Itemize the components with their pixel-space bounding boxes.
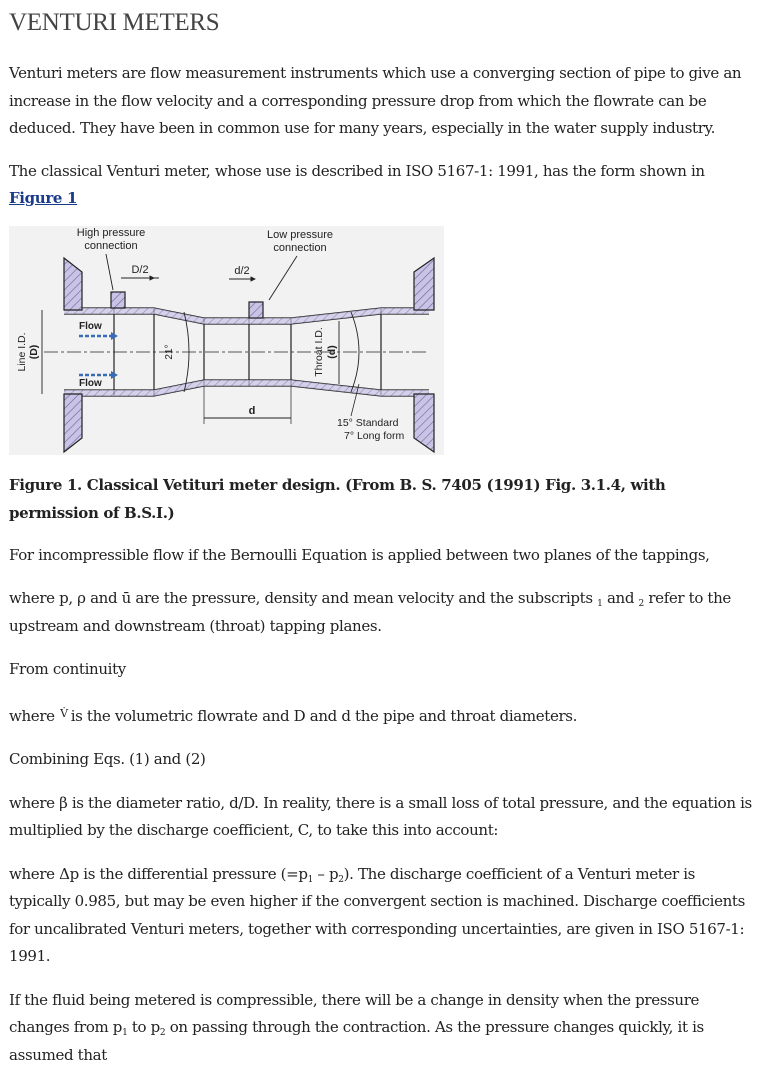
half-D-label: D/2 bbox=[131, 264, 148, 276]
compressible-text-a: If the fluid being metered is compressible, there will be a change in density when the pressure changes from p bbox=[9, 991, 699, 1037]
volumetric-flowrate-symbol: V̇ bbox=[60, 700, 68, 728]
variables-text-c: refer to the upstream and downstream (throat) tapping planes. bbox=[9, 589, 731, 635]
high-pressure-label-line2: connection bbox=[84, 240, 137, 252]
compressible-subscript-2: 2 bbox=[160, 1028, 165, 1038]
subscript-1: 1 bbox=[597, 599, 602, 609]
figure-1-link[interactable]: Figure 1 bbox=[9, 189, 77, 207]
variables-paragraph bbox=[9, 585, 758, 640]
standard-angle-label: 15° Standard bbox=[337, 417, 399, 429]
dp-text-b: – p bbox=[313, 865, 338, 883]
dp-text-a: where Δp is the differential pressure (=p bbox=[9, 865, 308, 883]
long-form-angle-label: 7° Long form bbox=[344, 430, 404, 442]
low-pressure-label-line2: connection bbox=[273, 242, 326, 254]
flowrate-paragraph bbox=[9, 700, 758, 731]
venturi-diagram bbox=[9, 226, 444, 455]
continuity-paragraph: From continuity bbox=[9, 656, 758, 684]
differential-pressure-paragraph bbox=[9, 861, 758, 971]
line-id-label: Line I.D. bbox=[16, 332, 28, 371]
compressible-text-c: on passing through the contraction. As the pressure changes quickly, it is assumed that bbox=[9, 1018, 704, 1064]
classical-paragraph bbox=[9, 158, 758, 213]
combining-paragraph: Combining Eqs. (1) and (2) bbox=[9, 746, 758, 774]
low-pressure-tapping bbox=[249, 302, 263, 318]
venturi-figure bbox=[9, 226, 444, 455]
line-id-symbol: (D) bbox=[28, 344, 40, 359]
high-pressure-label-line1: High pressure bbox=[77, 227, 145, 239]
classical-text: The classical Venturi meter, whose use is described in ISO 5167-1: 1991, has the form shown in bbox=[9, 162, 705, 180]
high-pressure-tapping bbox=[111, 292, 125, 308]
compressible-text-b: to p bbox=[127, 1018, 159, 1036]
throat-id-symbol: (d) bbox=[326, 345, 338, 358]
variables-text-a: where p, ρ and ū are the pressure, density and mean velocity and the subscripts bbox=[9, 589, 593, 607]
dp-subscript-2: 2 bbox=[338, 875, 343, 885]
flowrate-text-b: is the volumetric flowrate and D and d the pipe and throat diameters. bbox=[71, 707, 577, 725]
flow-label-bottom: Flow bbox=[79, 378, 102, 389]
dp-text-c: ). The discharge coefficient of a Venturi meter is typically 0.985, but may be even higher if the convergent section is machined. Discharge coefficients for uncalibrated Venturi meters, together with corresponding uncertainties, are given in ISO 5167-1: 1991. bbox=[9, 865, 745, 966]
throat-length-label: d bbox=[249, 405, 256, 417]
subscript-2: 2 bbox=[639, 599, 644, 609]
dp-subscript-1: 1 bbox=[308, 875, 313, 885]
intro-paragraph: Venturi meters are flow measurement instruments which use a converging section of pipe to give an increase in the flow velocity and a corresponding pressure drop from which the flowrate can be deduced. They have been in common use for many years, especially in the water supply industry. bbox=[9, 60, 758, 143]
compressible-subscript-1: 1 bbox=[122, 1028, 127, 1038]
diameter-ratio-paragraph: where β is the diameter ratio, d/D. In reality, there is a small loss of total pressure, and the equation is multiplied by the discharge coefficient, C, to take this into account: bbox=[9, 790, 758, 845]
flow-label-top: Flow bbox=[79, 321, 102, 332]
page-title: VENTURI METERS bbox=[9, 0, 758, 45]
angle-label: 21° bbox=[164, 344, 175, 359]
figure-caption: Figure 1. Classical Vetituri meter design. (From B. S. 7405 (1991) Fig. 3.1.4, with permission of B.S.I.) bbox=[9, 471, 758, 527]
compressible-paragraph bbox=[9, 987, 758, 1069]
bernoulli-paragraph: For incompressible flow if the Bernoulli Equation is applied between two planes of the tappings, bbox=[9, 542, 758, 570]
throat-id-label: Throat I.D. bbox=[313, 327, 325, 377]
variables-text-b: and bbox=[607, 589, 634, 607]
flowrate-text-a: where bbox=[9, 707, 55, 725]
half-d-label: d/2 bbox=[234, 265, 249, 277]
low-pressure-label-line1: Low pressure bbox=[267, 229, 333, 241]
